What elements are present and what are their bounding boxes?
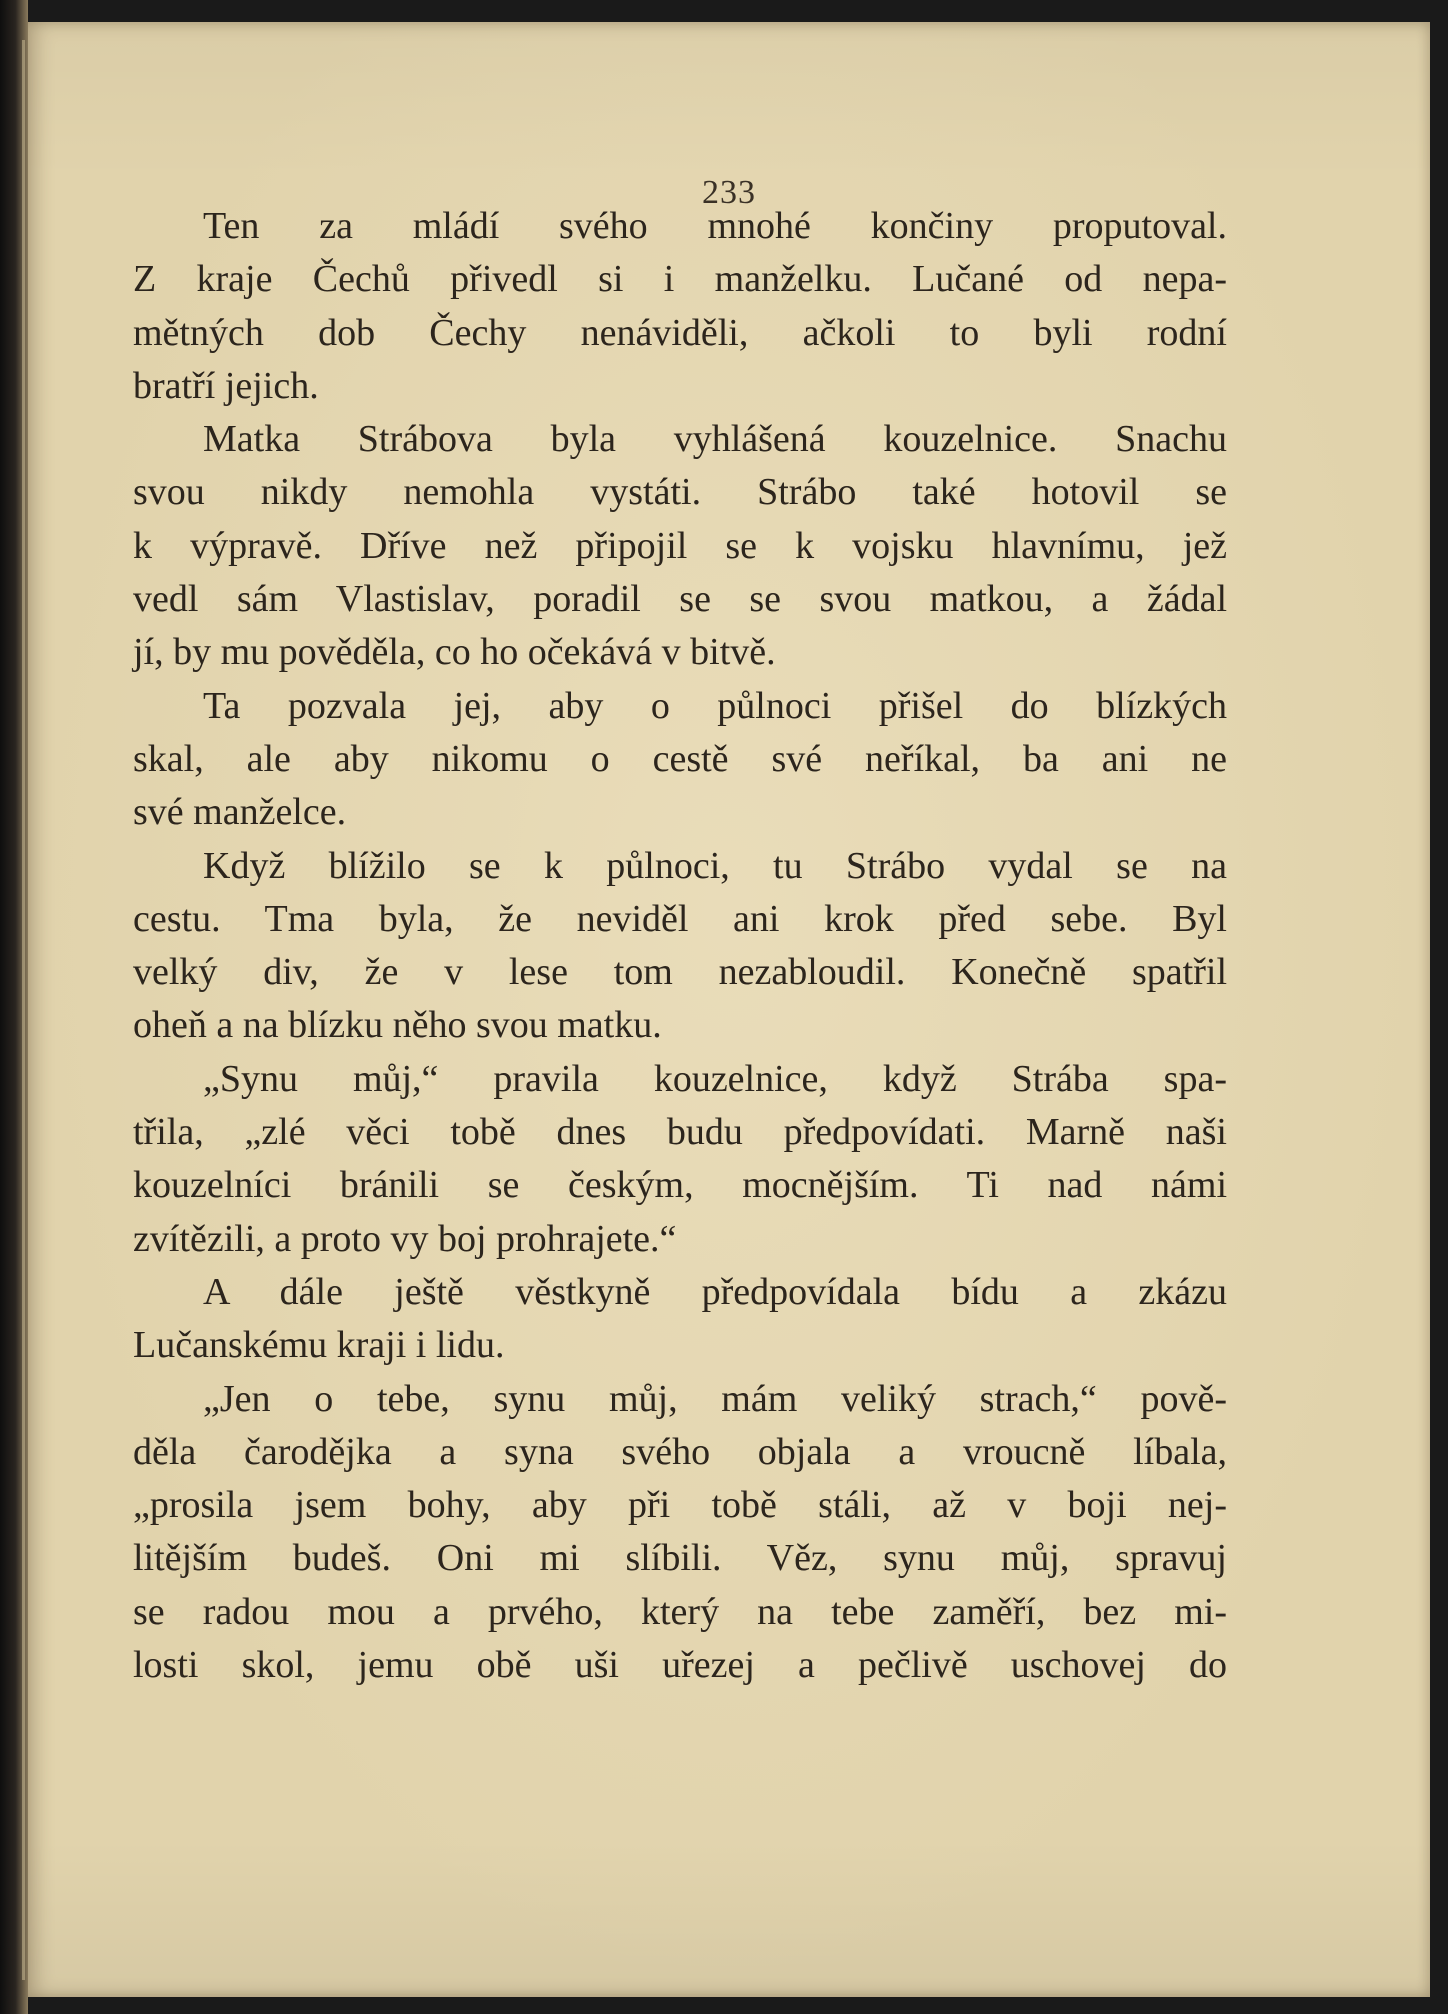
book-page [28,22,1430,1997]
text-line: velký div, že v lese tom nezabloudil. Konečně spatřil [133,951,1227,994]
text-line: Ten za mládí svého mnohé končiny proputoval. [203,205,1227,247]
text-line: „Jen o tebe, synu můj, mám veliký strach,“ pově- [203,1377,1227,1420]
text-line: kouzelníci bránili se českým, mocnějším. Ti nad námi [133,1164,1227,1207]
text-line: jí, by mu pověděla, co ho očekává v bitvě. [133,631,776,674]
text-line: oheň a na blízku něho svou matku. [133,1004,662,1047]
text-line: Ta pozvala jej, aby o půlnoci přišel do blízkých [203,684,1227,727]
text-line: Z kraje Čechů přivedl si i manželku. Lučané od nepa- [133,258,1227,301]
text-line: své manželce. [133,791,347,834]
body-text [133,200,1227,1692]
text-line: A dále ještě věstkyně předpovídala bídu a zkázu [203,1270,1227,1313]
text-line: losti skol, jemu obě uši uřezej a pečlivě uschovej do [133,1644,1227,1687]
text-line: „Synu můj,“ pravila kouzelnice, když Strába spa- [203,1057,1227,1100]
text-line: Lučanskému kraji i lidu. [133,1324,505,1367]
text-line: Když blížilo se k půlnoci, tu Strábo vydal se na [203,844,1227,887]
text-line: k výpravě. Dříve než připojil se k vojsku hlavnímu, jež [133,524,1227,567]
text-line: litějším budeš. Oni mi slíbili. Věz, synu můj, spravuj [133,1537,1227,1580]
text-line: svou nikdy nemohla vystáti. Strábo také hotovil se [133,471,1227,514]
text-line: se radou mou a prvého, který na tebe zaměří, bez mi- [133,1590,1227,1633]
text-line: „prosila jsem bohy, aby při tobě stáli, až v boji nej- [133,1484,1227,1527]
text-line: skal, ale aby nikomu o cestě své neříkal, ba ani ne [133,737,1227,780]
text-line: zvítězili, a proto vy boj prohrajete.“ [133,1217,677,1260]
text-line: třila, „zlé věci tobě dnes budu předpovídati. Marně naši [133,1111,1227,1154]
text-line: Matka Strábova byla vyhlášená kouzelnice. Snachu [203,418,1227,461]
text-line: děla čarodějka a syna svého objala a vroucně líbala, [133,1430,1227,1473]
page-number: 233 [702,174,756,211]
text-line: cestu. Tma byla, že neviděl ani krok před sebe. Byl [133,897,1227,940]
text-line: vedl sám Vlastislav, poradil se se svou matkou, a žádal [133,578,1227,621]
text-line: bratří jejich. [133,364,319,407]
text-line: mětných dob Čechy nenáviděli, ačkoli to byli rodní [133,311,1227,354]
binding-edge-line [22,40,25,1980]
